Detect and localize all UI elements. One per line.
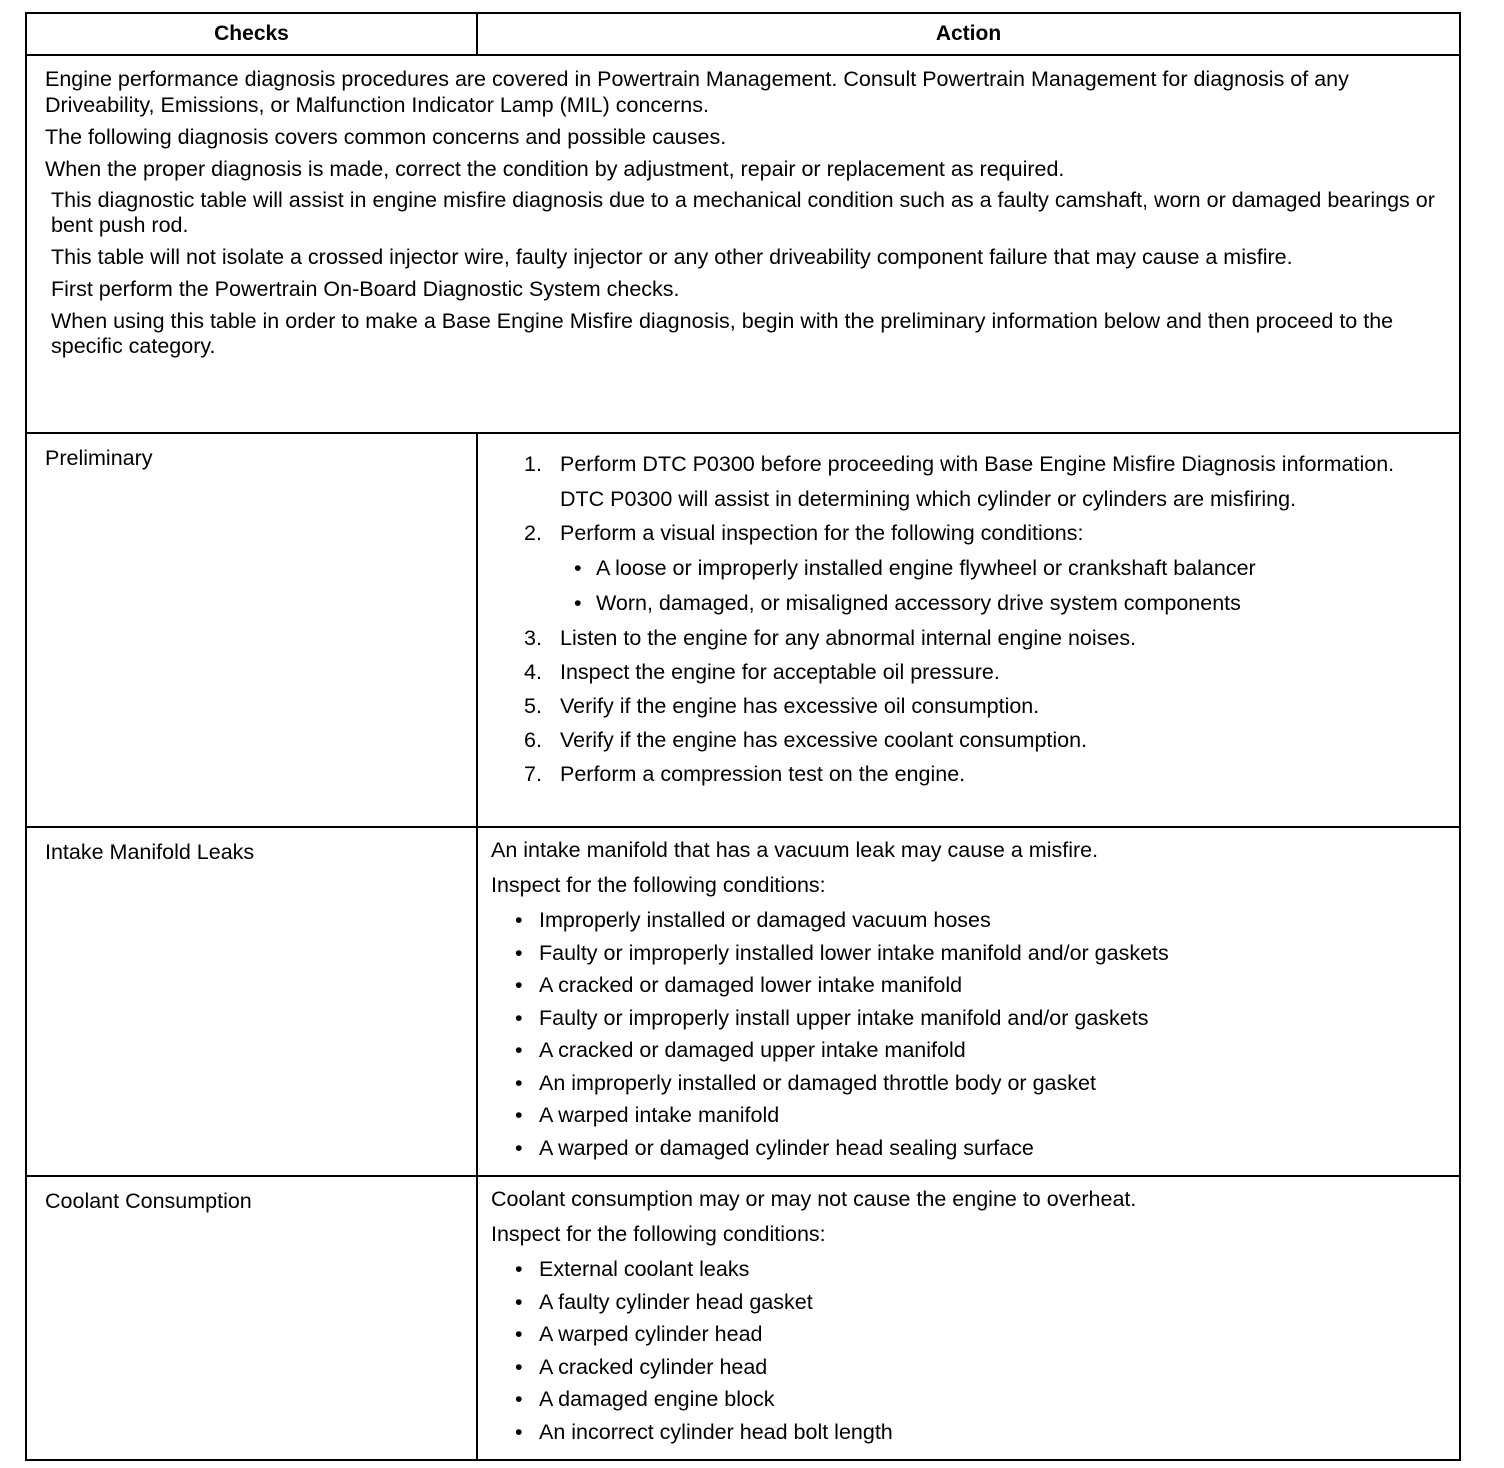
sub-bullet-list [560,555,1441,617]
bullet-icon: • [574,591,582,615]
bullet-icon: • [515,1135,523,1160]
bullet-text: An improperly installed or damaged throttle body or gasket [539,1070,1096,1095]
bullet-text: Improperly installed or damaged vacuum hoses [539,908,991,932]
bullet-text: A warped cylinder head [539,1322,763,1346]
bullet-icon: • [515,908,523,932]
bullet-icon: • [515,1322,523,1346]
bullet-item [515,907,1441,933]
action-lead: Coolant consumption may or may not cause the engine to overheat. [491,1187,1137,1211]
intro-paragraph: This diagnostic table will assist in engine misfire diagnosis due to a mechanical condition such as a faulty camshaft, worn or damaged bearings or bent push rod. [51,188,1435,237]
bullet-item [515,1256,1441,1282]
bullet-icon: • [515,940,523,965]
bullet-text: A cracked cylinder head [539,1354,768,1379]
bullet-list [491,907,1441,1161]
check-cell: Coolant Consumption [26,1176,477,1460]
intro-paragraph: When using this table in order to make a Base Engine Misfire diagnosis, begin with the preliminary information below and then proceed to the specific category. [51,309,1394,358]
sub-bullet-item [574,590,1441,617]
checks-header: Checks [26,13,477,55]
step-text: Inspect the engine for acceptable oil pressure. [560,660,1000,684]
bullet-item [515,1354,1441,1380]
bullet-item [515,1419,1441,1445]
action-cell [477,827,1460,1176]
intro-row [26,55,1460,433]
bullet-text: A cracked or damaged upper intake manifold [539,1038,966,1062]
bullet-icon: • [515,1005,523,1030]
step-text: Verify if the engine has excessive oil consumption. [560,694,1040,718]
step-text: Verify if the engine has excessive coolant consumption. [560,728,1088,752]
step-text: Perform a visual inspection for the following conditions: [560,521,1084,545]
bullet-icon: • [515,973,523,997]
table-row [26,433,1460,827]
step-text: Perform a compression test on the engine. [560,762,966,786]
step-item [524,625,1441,652]
bullet-icon: • [574,556,582,580]
check-cell: Preliminary [26,433,477,827]
sub-bullet-text: A loose or improperly installed engine flywheel or crankshaft balancer [596,556,1256,580]
sub-bullet-item [574,555,1441,582]
action-header: Action [477,13,1460,55]
step-list [491,443,1441,788]
step-number: 3. [524,626,542,650]
action-inspect: Inspect for the following conditions: [491,873,826,897]
header-row [26,13,1460,55]
action-lead: An intake manifold that has a vacuum leak may cause a misfire. [491,838,1099,862]
check-cell: Intake Manifold Leaks [26,827,477,1176]
bullet-icon: • [515,1070,523,1095]
action-cell [477,1176,1460,1460]
step-item [524,727,1441,754]
step-number: 4. [524,660,542,684]
bullet-item [515,1070,1441,1096]
table-row [26,1176,1460,1460]
bullet-icon: • [515,1257,523,1281]
bullet-item [515,1102,1441,1128]
bullet-text: External coolant leaks [539,1257,750,1281]
step-item [524,693,1441,720]
bullet-item [515,1386,1441,1412]
bullet-icon: • [515,1354,523,1379]
step-item [524,451,1441,513]
bullet-item [515,1289,1441,1315]
bullet-text: An incorrect cylinder head bolt length [539,1419,893,1444]
step-number: 1. [524,452,542,476]
bullet-item [515,1005,1441,1031]
step-item [524,659,1441,686]
bullet-icon: • [515,1387,523,1411]
bullet-icon: • [515,1038,523,1062]
bullet-item [515,1037,1441,1063]
bullet-item [515,940,1441,966]
step-item [524,761,1441,788]
bullet-item [515,972,1441,998]
bullet-icon: • [515,1289,523,1314]
bullet-icon: • [515,1103,523,1127]
bullet-icon: • [515,1419,523,1444]
bullet-text: Faulty or improperly installed lower intake manifold and/or gaskets [539,940,1169,965]
step-number: 5. [524,694,542,718]
sub-bullet-text: Worn, damaged, or misaligned accessory drive system components [596,591,1241,615]
bullet-item [515,1135,1441,1161]
intro-paragraph: First perform the Powertrain On-Board Diagnostic System checks. [51,277,680,301]
intro-paragraph: When the proper diagnosis is made, correct the condition by adjustment, repair or replacement as required. [45,157,1065,181]
step-item [524,520,1441,617]
bullet-text: A cracked or damaged lower intake manifold [539,973,963,997]
bullet-text: A faulty cylinder head gasket [539,1289,813,1314]
bullet-list [491,1256,1441,1445]
bullet-text: Faulty or improperly install upper intake manifold and/or gaskets [539,1005,1149,1030]
bullet-text: A warped intake manifold [539,1103,780,1127]
bullet-item [515,1321,1441,1347]
step-text: Perform DTC P0300 before proceeding with Base Engine Misfire Diagnosis information. [560,452,1395,476]
step-text: Listen to the engine for any abnormal internal engine noises. [560,626,1137,650]
step-number: 7. [524,762,542,786]
intro-cell [26,55,1460,433]
diagnosis-table [25,12,1461,1461]
intro-paragraph: This table will not isolate a crossed injector wire, faulty injector or any other driveability component failure that may cause a misfire. [51,245,1293,269]
step-number: 2. [524,521,542,545]
action-cell [477,433,1460,827]
step-note: DTC P0300 will assist in determining which cylinder or cylinders are misfiring. [560,487,1297,511]
table-row [26,827,1460,1176]
document-page [25,12,1461,1461]
action-inspect: Inspect for the following conditions: [491,1222,826,1246]
bullet-text: A warped or damaged cylinder head sealing surface [539,1135,1034,1160]
bullet-text: A damaged engine block [539,1387,775,1411]
intro-paragraph: The following diagnosis covers common concerns and possible causes. [45,125,727,149]
step-number: 6. [524,728,542,752]
intro-paragraph: Engine performance diagnosis procedures are covered in Powertrain Management. Consult Powertrain Management for diagnosis of any Driveability, Emissions, or Malfunction Indicator Lamp (MIL) concerns. [45,67,1349,117]
